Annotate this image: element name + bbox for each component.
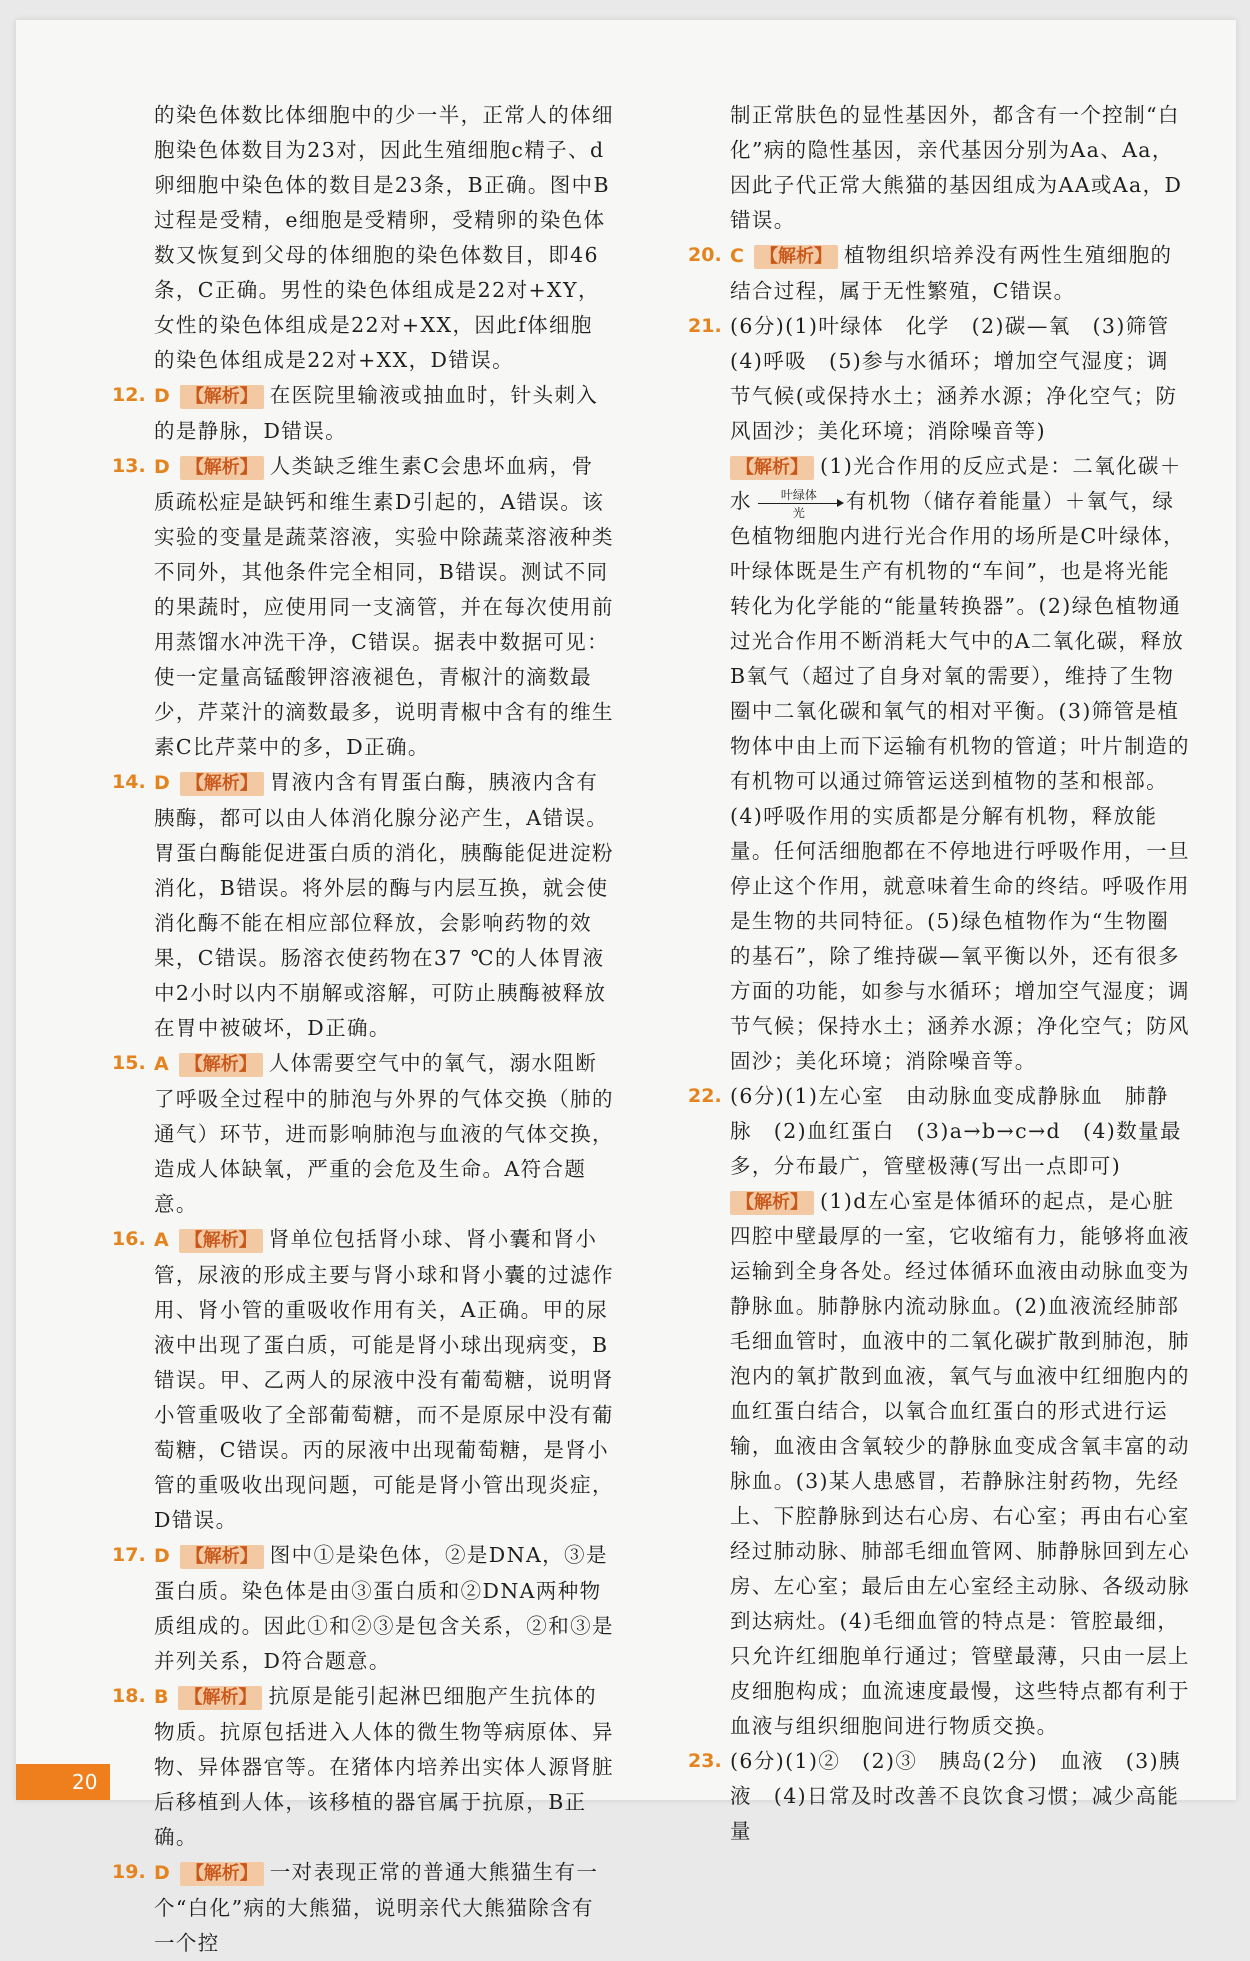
question-number: 19. [112, 1861, 146, 1883]
answer-text: (6分)(1)② (2)③ 胰岛(2分) 血液 (3)胰液 (4)日常及时改善不良饮食习惯；减少高能量 [730, 1749, 1181, 1843]
reaction-condition-bottom: 光 [792, 505, 805, 520]
page-number: 20 [16, 1764, 110, 1800]
answer-19-continued [688, 98, 1190, 238]
answer-12 [112, 378, 614, 449]
analysis-block [730, 1184, 1190, 1744]
answer-15 [112, 1046, 614, 1222]
analysis-text: 抗原是能引起淋巴细胞产生抗体的物质。抗原包括进入人体的微生物等病原体、异物、异体器官等。在猪体内培养出实体人源肾脏后移植到人体，该移植的器官属于抗原，B正确。 [154, 1684, 614, 1849]
answer-19-text: 制正常肤色的显性基因外，都含有一个控制“白化”病的隐性基因，亲代基因分别为Aa、Aa，因此子代正常大熊猫的基因组成为AA或Aa，D错误。 [730, 103, 1183, 232]
right-column [688, 98, 1190, 1849]
arrow-icon [758, 503, 838, 504]
question-number: 17. [112, 1544, 146, 1566]
question-number: 12. [112, 384, 146, 406]
question-number: 13. [112, 455, 146, 477]
analysis-tag: 【 解析 】 [180, 456, 264, 480]
question-number: 15. [112, 1052, 146, 1074]
question-number: 18. [112, 1685, 146, 1707]
analysis-tag: 【 解析 】 [180, 772, 264, 796]
left-column [112, 98, 614, 1961]
answer-letter: C [730, 245, 744, 267]
answer-16 [112, 1222, 614, 1538]
analysis-tag: 【 解析 】 [179, 1229, 263, 1253]
reaction-arrow [754, 487, 844, 520]
analysis-tag: 【 解析 】 [179, 1053, 263, 1077]
reaction-condition-top: 叶绿体 [780, 487, 817, 502]
answer-letter: B [154, 1686, 169, 1708]
question-number: 14. [112, 771, 146, 793]
analysis-tag: 【 解析 】 [178, 1686, 262, 1710]
analysis-tag: 【 解析 】 [180, 385, 264, 409]
analysis-tag: 【 解析 】 [180, 1545, 264, 1569]
analysis-text: 人类缺乏维生素C会患坏血病，骨质疏松症是缺钙和维生素D引起的，A错误。该实验的变量是蔬菜溶液，实验中除蔬菜溶液种类不同外，其他条件完全相同，B错误。测试不同的果蔬时，应使用同一支滴管，并在每次使用前用蒸馏水冲洗干净，C错误。据表中数据可见：使一定量高锰酸钾溶液褪色，青椒汁的滴数最少，芹菜汁的滴数最多，说明青椒中含有的维生素C比芹菜中的多，D正确。 [154, 454, 614, 759]
analysis-text-a: (1)光合作用的反应式是：二氧化碳＋水 [730, 454, 1182, 513]
analysis-text: 人体需要空气中的氧气，溺水阻断了呼吸全过程中的肺泡与外界的气体交换（肺的通气）环节，进而影响肺泡与血液的气体交换，造成人体缺氧，严重的会危及生命。A符合题意。 [154, 1051, 614, 1216]
analysis-text: 图中①是染色体，②是DNA，③是蛋白质。染色体是由③蛋白质和②DNA两种物质组成的。因此①和②③是包含关系，②和③是并列关系，D符合题意。 [154, 1543, 614, 1673]
question-number: 16. [112, 1228, 146, 1250]
analysis-text: 植物组织培养没有两性生殖细胞的结合过程，属于无性繁殖，C错误。 [730, 243, 1173, 303]
answer-letter: D [154, 772, 170, 794]
analysis-text: 在医院里输液或抽血时，针头刺入的是静脉，D错误。 [154, 383, 599, 443]
question-number: 22. [688, 1085, 722, 1107]
answer-17 [112, 1538, 614, 1679]
answer-letter: D [154, 456, 170, 478]
analysis-text: 胃液内含有胃蛋白酶，胰液内含有胰酶，都可以由人体消化腺分泌产生，A错误。胃蛋白酶能促进蛋白质的消化，胰酶能促进淀粉消化，B错误。将外层的酶与内层互换，就会使消化酶不能在相应部位释放，会影响药物的效果，C错误。肠溶衣使药物在37 ℃的人体胃液中2小时以内不崩解或溶解，可防止胰酶被释放在胃中被破坏，D正确。 [154, 770, 614, 1040]
analysis-tag: 【 解析 】 [754, 245, 838, 269]
answer-letter: D [154, 1545, 170, 1567]
answer-11-text: 的染色体数比体细胞中的少一半，正常人的体细胞染色体数目为23对，因此生殖细胞c精子、d卵细胞中染色体的数目是23条，B正确。图中B过程是受精，e细胞是受精卵，受精卵的染色体数又恢复到父母的体细胞的染色体数目，即46条，C正确。男性的染色体组成是22对+XY，女性的染色体组成是22对+XX，因此f体细胞的染色体组成是22对+XX，D错误。 [154, 103, 614, 372]
answer-20 [688, 238, 1190, 309]
analysis-text: 一对表现正常的普通大熊猫生有一个“白化”病的大熊猫，说明亲代大熊猫除含有一个控 [154, 1860, 599, 1955]
question-number: 20. [688, 244, 722, 266]
answer-page [16, 20, 1236, 1955]
analysis-block [730, 449, 1190, 1079]
answer-19 [112, 1855, 614, 1961]
answer-letter: A [154, 1229, 169, 1251]
question-number: 23. [688, 1750, 722, 1772]
answer-text: (6分)(1)叶绿体 化学 (2)碳—氧 (3)筛管 (4)呼吸 (5)参与水循环；增加空气湿度；调节气候(或保持水土；涵养水源；净化空气；防风固沙；美化环境；消除噪音等) [730, 314, 1192, 443]
analysis-text: (1)d左心室是体循环的起点，是心脏四腔中壁最厚的一室，它收缩有力，能够将血液运输到全身各处。经过体循环血液由动脉血变为静脉血。肺静脉内流动脉血。(2)血液流经肺部毛细血管时，血液中的二氧化碳扩散到肺泡，肺泡内的氧扩散到血液，氧气与血液中红细胞内的血红蛋白结合，以氧合血红蛋白的形式进行运输，血液由含氧较少的静脉血变成含氧丰富的动脉血。(3)某人患感冒，若静脉注射药物，先经上、下腔静脉到达右心房、右心室；再由右心室经过肺动脉、肺部毛细血管网、肺静脉回到左心房、左心室；最后由左心室经主动脉、各级动脉到达病灶。(4)毛细血管的特点是：管腔最细，只允许红细胞单行通过；管壁最薄，只由一层上皮细胞构成；血流速度最慢，这些特点都有利于血液与组织细胞间进行物质交换。 [730, 1189, 1190, 1738]
analysis-text-b: 有机物（储存着能量）＋氧气，绿色植物细胞内进行光合作用的场所是C叶绿体，叶绿体既是生产有机物的“车间”，也是将光能转化为化学能的“能量转换器”。(2)绿色植物通过光合作用不断消耗大气中的A二氧化碳，释放B氧气（超过了自身对氧的需要），维持了生物圈中二氧化碳和氧气的相对平衡。(3)筛管是植物体中由上而下运输有机物的管道；叶片制造的有机物可以通过筛管运送到植物的茎和根部。(4)呼吸作用的实质都是分解有机物，释放能量。任何活细胞都在不停地进行呼吸作用，一旦停止这个作用，就意味着生命的终结。呼吸作用是生物的共同特征。(5)绿色植物作为“生物圈的基石”，除了维持碳—氧平衡以外，还有很多方面的功能，如参与水循环；增加空气湿度；调节气候；保持水土；涵养水源；净化空气；防风固沙；美化环境；消除噪音等。 [730, 489, 1190, 1073]
analysis-tag: 【 解析 】 [180, 1862, 264, 1886]
answer-letter: A [154, 1053, 169, 1075]
answer-13 [112, 449, 614, 765]
answer-14 [112, 765, 614, 1046]
answer-22 [688, 1079, 1190, 1744]
analysis-text: 肾单位包括肾小球、肾小囊和肾小管，尿液的形成主要与肾小球和肾小囊的过滤作用、肾小管的重吸收作用有关，A正确。甲的尿液中出现了蛋白质，可能是肾小球出现病变，B错误。甲、乙两人的尿液中没有葡萄糖，说明肾小管重吸收了全部葡萄糖，而不是原尿中没有葡萄糖，C错误。丙的尿液中出现葡萄糖，是肾小管的重吸收出现问题，可能是肾小管出现炎症，D错误。 [154, 1227, 614, 1532]
answer-23 [688, 1744, 1190, 1849]
answer-text: (6分)(1)左心室 由动脉血变成静脉血 肺静脉 (2)血红蛋白 (3)a→b→c→d (4)数量最多，分布最广，管壁极薄(写出一点即可) [730, 1084, 1182, 1178]
answer-11-continued [112, 98, 614, 378]
answer-letter: D [154, 1862, 170, 1884]
answer-21 [688, 309, 1190, 1079]
analysis-tag: 【 解析 】 [730, 1191, 814, 1215]
answer-18 [112, 1679, 614, 1855]
question-number: 21. [688, 315, 722, 337]
answer-letter: D [154, 385, 170, 407]
analysis-tag: 【 解析 】 [730, 456, 814, 480]
